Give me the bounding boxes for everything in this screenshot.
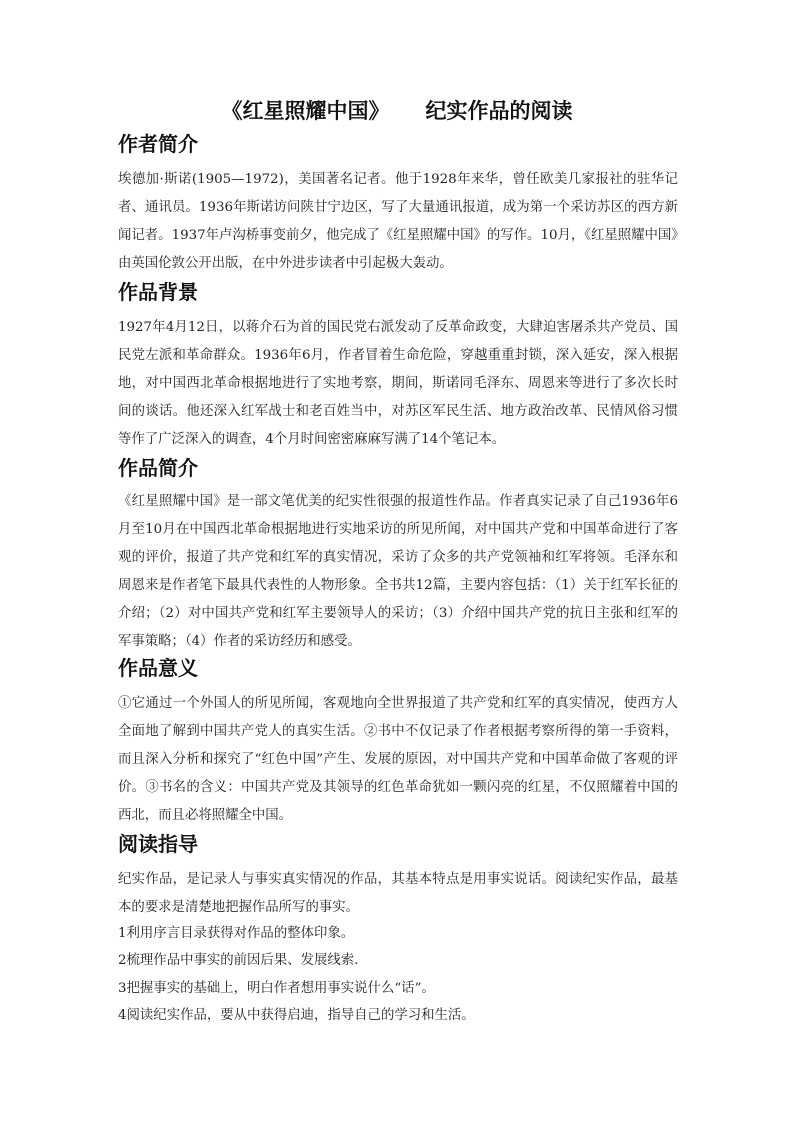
section-heading-significance: 作品意义 [118, 656, 198, 680]
guidance-list-item: 2梳理作品中事实的前因后果、发展线索. [118, 953, 359, 968]
document-title [0, 96, 794, 126]
guidance-list-item: 1利用序言目录获得对作品的整体印象。 [118, 926, 355, 941]
section-heading-background: 作品背景 [118, 280, 198, 304]
section-paragraph-background: 1927年4月12日，以蒋介石为首的国民党右派发动了反革命政变，大肆迫害屠杀共产党员、国民党左派和革命群众。1936年6月，作者冒着生命危险，穿越重重封锁，深入延安，深入根据地，对中国西北革命根据地进行了实地考察，期间，斯诺同毛泽东、周恩来等进行了多次长时间的谈话。他还深入红军战士和老百姓当中，对苏区军民生活、地方政治改革、民情风俗习惯等作了广泛深入的调查，4个月时间密密麻麻写满了14个笔记本。 [118, 320, 678, 447]
section-paragraph-significance: ①它通过一个外国人的所见所闻，客观地向全世界报道了共产党和红军的真实情况，使西方人全面地了解到中国共产党人的真实生活。②书中不仅记录了作者根据考察所得的第一手资料，而且深入分析和探究了“红色中国”产生、发展的原因，对中国共产党和中国革命做了客观的评价。③书名的含义：中国共产党及其领导的红色革命犹如一颗闪亮的红星，不仅照耀着中国的西北，而且必将照耀全中国。 [118, 696, 678, 823]
book-title: 《红星照耀中国》 [221, 98, 390, 123]
document-subtitle: 纪实作品的阅读 [425, 98, 573, 123]
guidance-list-item: 3把握事实的基础上，明白作者想用事实说什么“话”。 [118, 981, 435, 996]
section-paragraph-summary: 《红星照耀中国》是一部文笔优美的纪实性很强的报道性作品。作者真实记录了自己1936年6月至10月在中国西北革命根据地进行实地采访的所见所闻，对中国共产党和中国革命进行了客观的评价，报道了共产党和红军的真实情况，采访了众多的共产党领袖和红军将领。毛泽东和周恩来是作者笔下最具代表性的人物形象。全书共12篇，主要内容包括：（1）关于红军长征的介绍；（2）对中国共产党和红军主要领导人的采访；（3）介绍中国共产党的抗日主张和红军的军事策略；（4）作者的采访经历和感受。 [118, 494, 678, 649]
section-heading-summary: 作品简介 [118, 456, 198, 480]
section-paragraph-guidance: 纪实作品，是记录人与事实真实情况的作品，其基本特点是用事实说话。阅读纪实作品，最基本的要求是清楚地把握作品所写的事实。 [118, 872, 678, 915]
section-heading-author: 作者简介 [118, 132, 198, 156]
guidance-list-item: 4阅读纪实作品，要从中获得启迪，指导自己的学习和生活。 [118, 1008, 475, 1023]
section-heading-guidance: 阅读指导 [118, 832, 198, 856]
section-paragraph-author: 埃德加·斯诺(1905—1972)，美国著名记者。他于1928年来华，曾任欧美几家报社的驻华记者、通讯员。1936年斯诺访问陕甘宁边区，写了大量通讯报道，成为第一个采访苏区的西方新闻记者。1937年卢沟桥事变前夕，他完成了《红星照耀中国》的写作。10月，《红星照耀中国》由英国伦敦公开出版，在中外进步读者中引起极大轰动。 [118, 172, 678, 271]
